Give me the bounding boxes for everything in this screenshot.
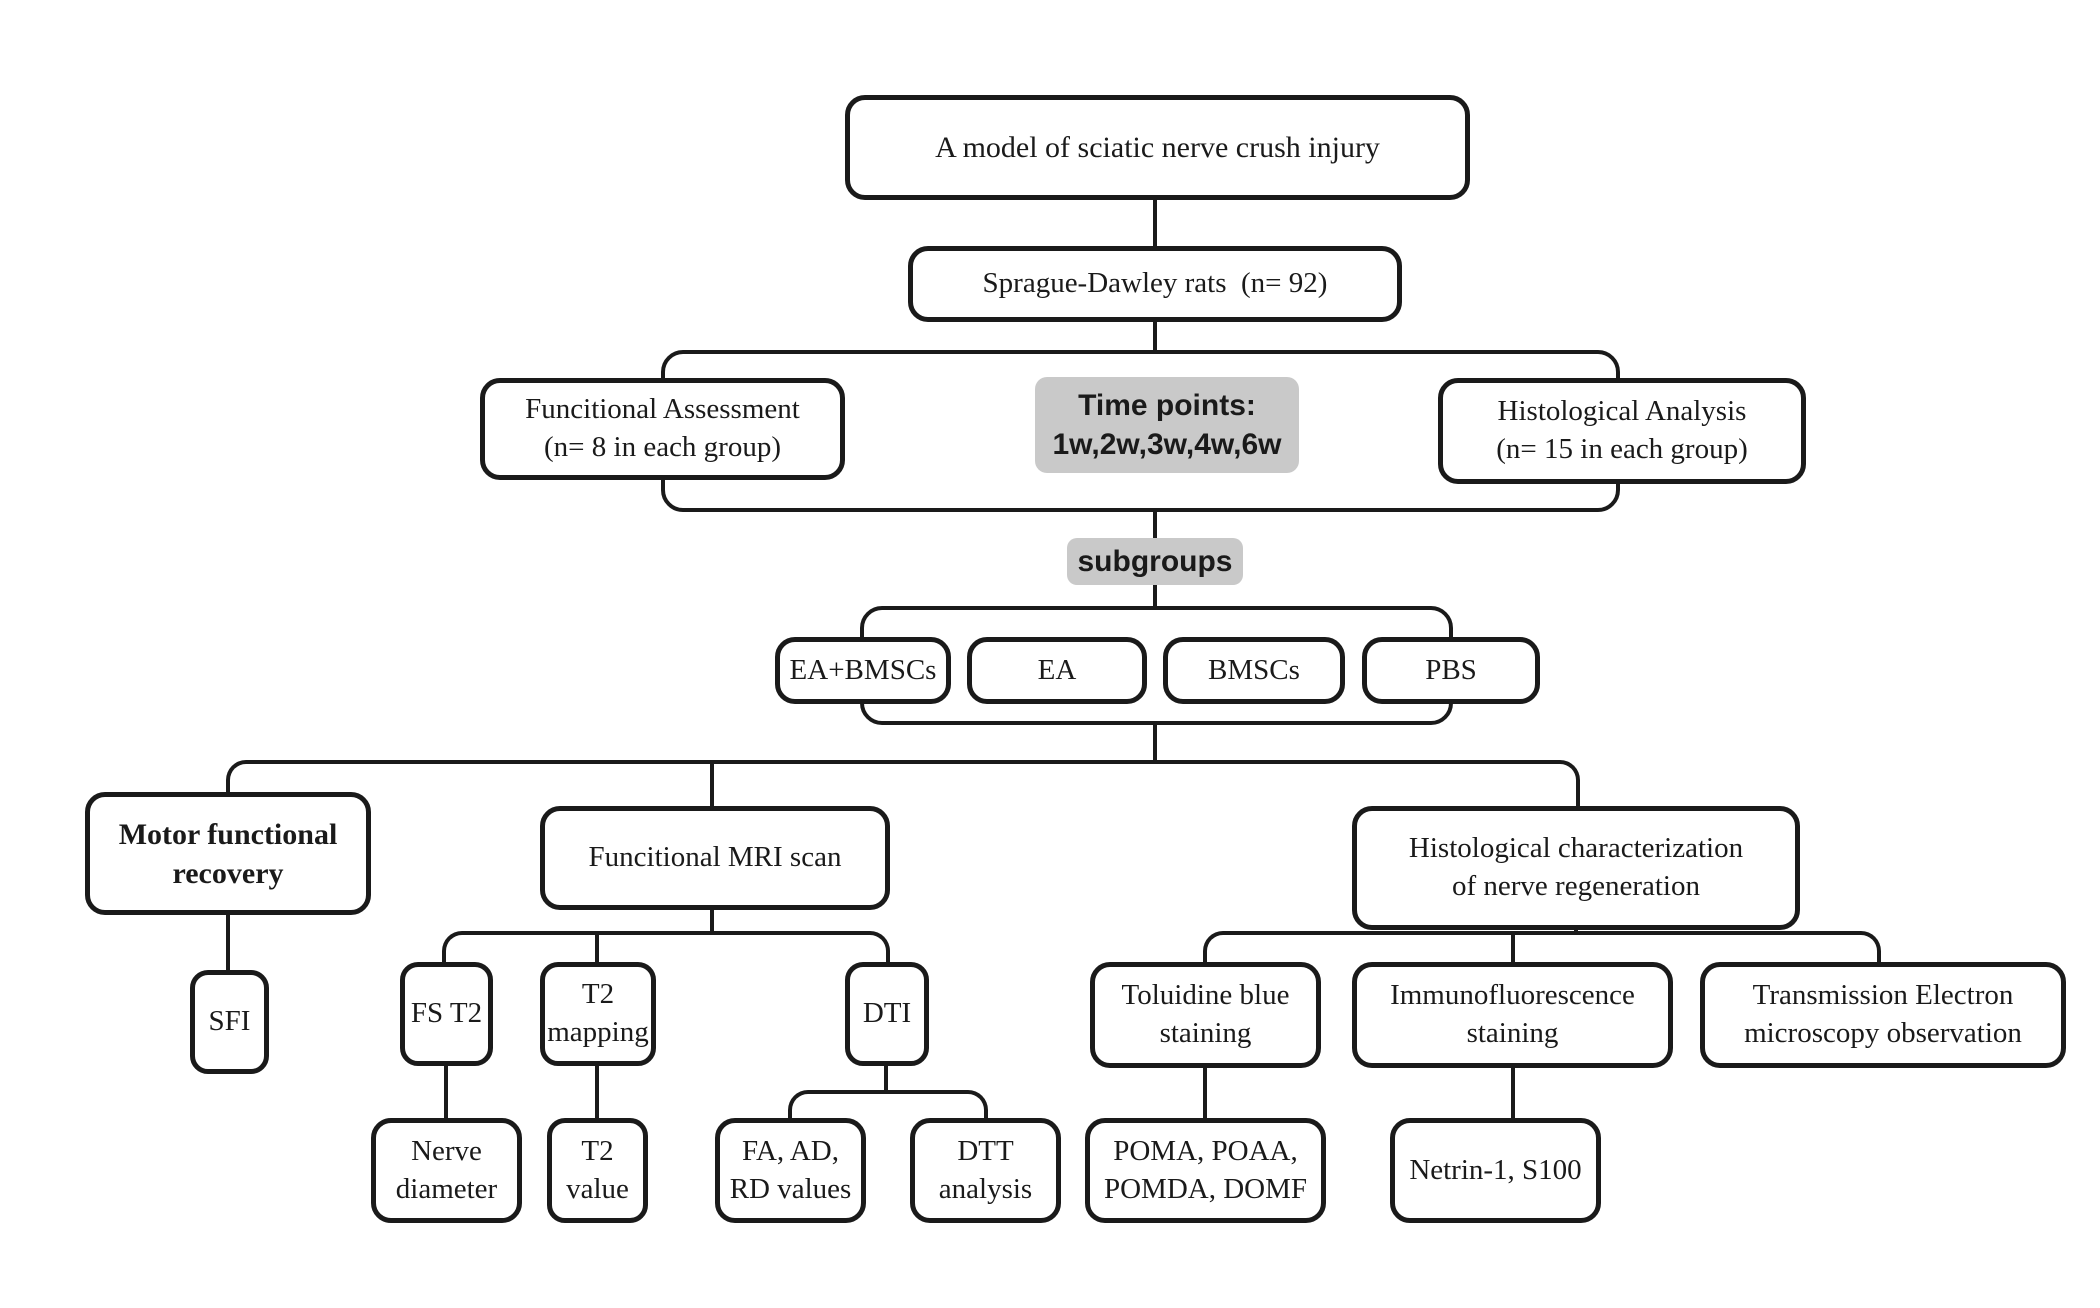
- connector-subgroups-level6: [1153, 721, 1157, 762]
- connector-motor-sfi: [226, 912, 230, 972]
- node-histological-analysis: [1438, 378, 1806, 484]
- bracket-mri-children: [442, 931, 890, 964]
- node-ea-label: EA: [1037, 653, 1077, 686]
- node-time-points-line2: 1w,2w,3w,4w,6w: [1052, 428, 1282, 461]
- bracket-dti-children: [788, 1090, 988, 1120]
- node-functional-assessment-line1: Funcitional Assessment: [525, 393, 800, 426]
- node-histological-analysis-line1: Histological Analysis: [1497, 395, 1747, 428]
- node-immuno-line1: Immunofluorescence: [1390, 979, 1635, 1012]
- node-functional-assessment: [480, 378, 845, 480]
- node-tem-observation: [1700, 962, 2066, 1068]
- bracket-histochar-children: [1203, 931, 1881, 964]
- node-histochar-line2: of nerve regeneration: [1452, 870, 1700, 902]
- node-poma-line1: POMA, POAA,: [1113, 1134, 1298, 1167]
- node-subgroups-text: subgroups: [1077, 545, 1233, 578]
- node-fs-t2: [400, 962, 493, 1066]
- node-subgroups-label: [1067, 538, 1243, 585]
- node-motor-functional-recovery: [85, 792, 371, 915]
- node-root: [845, 95, 1470, 200]
- node-functional-assessment-line2: (n= 8 in each group): [544, 431, 781, 463]
- connector-root-rats: [1153, 198, 1157, 248]
- node-fa-ad-rd-line1: FA, AD,: [742, 1134, 839, 1167]
- node-dti-label: DTI: [862, 997, 912, 1030]
- node-tem-line2: microscopy observation: [1744, 1017, 2022, 1049]
- node-bmscs: [1163, 637, 1345, 704]
- node-immuno-line2: staining: [1466, 1017, 1559, 1049]
- node-t2-mapping-line2: mapping: [547, 1016, 649, 1048]
- bracket-level6: [226, 760, 1580, 810]
- node-fs-t2-label: FS T2: [410, 997, 483, 1030]
- node-bmscs-label: BMSCs: [1208, 653, 1300, 686]
- node-motor-line2: recovery: [172, 856, 284, 890]
- node-t2-value-line1: T2: [581, 1134, 614, 1167]
- connector-bracket-t2mapping: [595, 931, 599, 964]
- node-root-label: A model of sciatic nerve crush injury: [935, 131, 1380, 164]
- node-nerve-diameter-line1: Nerve: [411, 1134, 482, 1167]
- node-ea-bmscs: [775, 637, 951, 704]
- node-netrin-s100: [1390, 1118, 1601, 1223]
- node-mri-label: Funcitional MRI scan: [588, 841, 842, 874]
- node-histochar-line1: Histological characterization: [1408, 832, 1744, 865]
- node-netrin-label: Netrin-1, S100: [1409, 1153, 1582, 1186]
- node-pbs: [1362, 637, 1540, 704]
- node-t2-value: [547, 1118, 648, 1223]
- node-time-points: [1035, 377, 1299, 473]
- node-t2-mapping-line1: T2: [581, 978, 615, 1011]
- node-histological-characterization: [1352, 806, 1800, 930]
- node-fa-ad-rd-line2: RD values: [729, 1172, 852, 1205]
- node-rats-label: Sprague-Dawley rats (n= 92): [982, 267, 1328, 300]
- node-nerve-diameter-line2: diameter: [395, 1172, 498, 1205]
- node-rats: [908, 246, 1402, 322]
- node-immunofluorescence-staining: [1352, 962, 1673, 1068]
- connector-immuno-netrin: [1511, 1064, 1515, 1120]
- node-time-points-line1: Time points:: [1078, 389, 1256, 422]
- node-ea-bmscs-label: EA+BMSCs: [789, 653, 937, 686]
- connector-fst2-nervediameter: [444, 1062, 448, 1120]
- connector-bracket-mri: [710, 760, 714, 810]
- node-functional-mri-scan: [540, 806, 890, 910]
- node-dtt-line1: DTT: [957, 1134, 1014, 1167]
- connector-bracket-immuno: [1511, 931, 1515, 964]
- connector-toluidine-poma: [1203, 1064, 1207, 1120]
- node-dti: [845, 962, 929, 1066]
- connector-t2mapping-t2value: [595, 1062, 599, 1120]
- node-toluidine-line2: staining: [1159, 1017, 1252, 1049]
- node-nerve-diameter: [371, 1118, 522, 1223]
- node-histological-analysis-line2: (n= 15 in each group): [1496, 433, 1748, 465]
- node-poma-poaa-pomda-domf: [1085, 1118, 1326, 1223]
- node-dtt-line2: analysis: [938, 1172, 1033, 1205]
- node-sfi: [190, 970, 269, 1074]
- node-tem-line1: Transmission Electron: [1752, 979, 2014, 1012]
- node-pbs-label: PBS: [1425, 653, 1477, 686]
- node-t2-value-line2: value: [566, 1172, 629, 1205]
- connector-rats-level3: [1153, 320, 1157, 354]
- node-ea: [967, 637, 1147, 704]
- node-toluidine-blue-staining: [1090, 962, 1321, 1068]
- node-motor-line1: Motor functional: [118, 817, 338, 851]
- node-t2-mapping: [540, 962, 656, 1066]
- connector-dti-bracket: [884, 1062, 888, 1092]
- node-fa-ad-rd-values: [715, 1118, 866, 1223]
- node-sfi-label: SFI: [208, 1005, 251, 1038]
- node-dtt-analysis: [910, 1118, 1061, 1223]
- node-poma-line2: POMDA, DOMF: [1103, 1172, 1308, 1205]
- node-toluidine-line1: Toluidine blue: [1121, 979, 1290, 1012]
